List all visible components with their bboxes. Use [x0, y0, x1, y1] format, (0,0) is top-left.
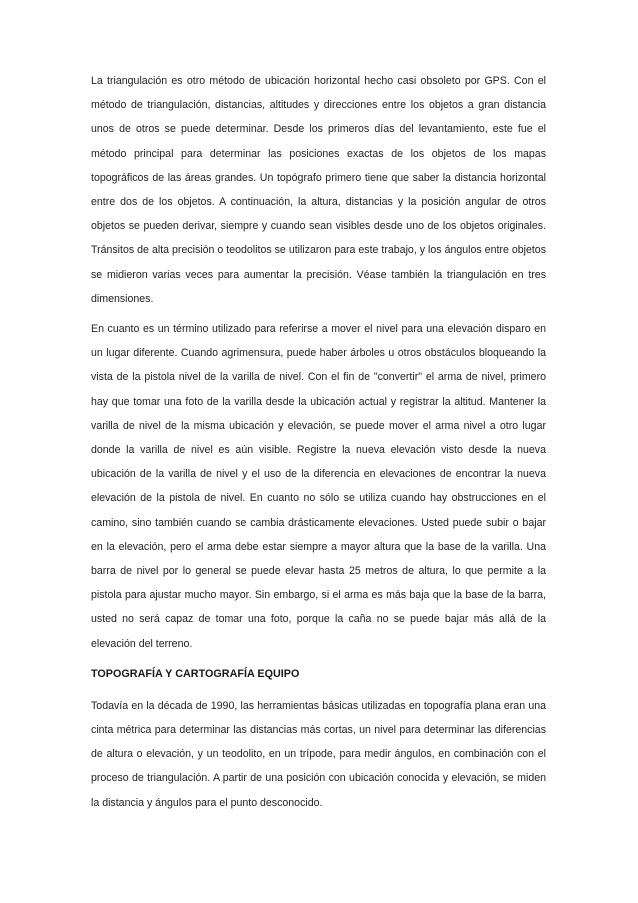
paragraph-equipment: Todavía en la década de 1990, las herramientas básicas utilizadas en topografía plana eran una cinta métrica para determinar las distancias más cortas, un nivel para determinar las diferencias de altura o elevación, y un teodolito, en un trípode, para medir ángulos, en combinación con el proceso de triangulación. A partir de una posición con ubicación conocida y elevación, se miden la distancia y ángulos para el punto desconocido. — [91, 699, 546, 809]
section-heading: TOPOGRAFÍA Y CARTOGRAFÍA EQUIPO — [91, 667, 300, 680]
paragraph-triangulation: La triangulación es otro método de ubicación horizontal hecho casi obsoleto por GPS. Con el método de triangulación, distancias, altitudes y direcciones entre los objetos a gran distancia unos de otros se puede determinar. Desde los primeros días del levantamiento, este fue el método principal para determinar las posiciones exactas de los objetos de los mapas topográficos de las áreas grandes. Un topógrafo primero tiene que saber la distancia horizontal entre dos de los objetos. A continuación, la altura, distancias y la posición angular de otros objetos se pueden derivar, siempre y cuando sean visibles desde uno de los objetos originales. Tránsitos de alta precisión o teodolitos se utilizaron para este trabajo, y los ángulos entre objetos se midieron varias veces para aumentar la precisión. Véase también la triangulación en tres dimensiones. — [91, 75, 546, 305]
document-body — [91, 69, 546, 821]
paragraph-level-turning: En cuanto es un término utilizado para referirse a mover el nivel para una elevación disparo en un lugar diferente. Cuando agrimensura, puede haber árboles u otros obstáculos bloqueando la vista de la pistola nivel de la varilla de nivel. Con el fin de "convertir" el arma de nivel, primero hay que tomar una foto de la varilla desde la ubicación actual y registrar la altitud. Mantener la varilla de nivel de la misma ubicación y elevación, se puede mover el arma nivel a otro lugar donde la varilla de nivel es aún visible. Registre la nueva elevación visto desde la nueva ubicación de la varilla de nivel y el uso de la diferencia en elevaciones de encontrar la nueva elevación de la pistola de nivel. En cuanto no sólo se utiliza cuando hay obstrucciones en el camino, sino también cuando se cambia drásticamente elevaciones. Usted puede subir o bajar en la elevación, pero el arma debe estar siempre a mayor altura que la base de la varilla. Una barra de nivel por lo general se puede elevar hasta 25 metros de altura, lo que permite a la pistola para ajustar mucho mayor. Sin embargo, si el arma es más baja que la base de la barra, usted no será capaz de tomar una foto, porque la caña no se puede bajar más allá de la elevación del terreno. — [91, 323, 546, 650]
